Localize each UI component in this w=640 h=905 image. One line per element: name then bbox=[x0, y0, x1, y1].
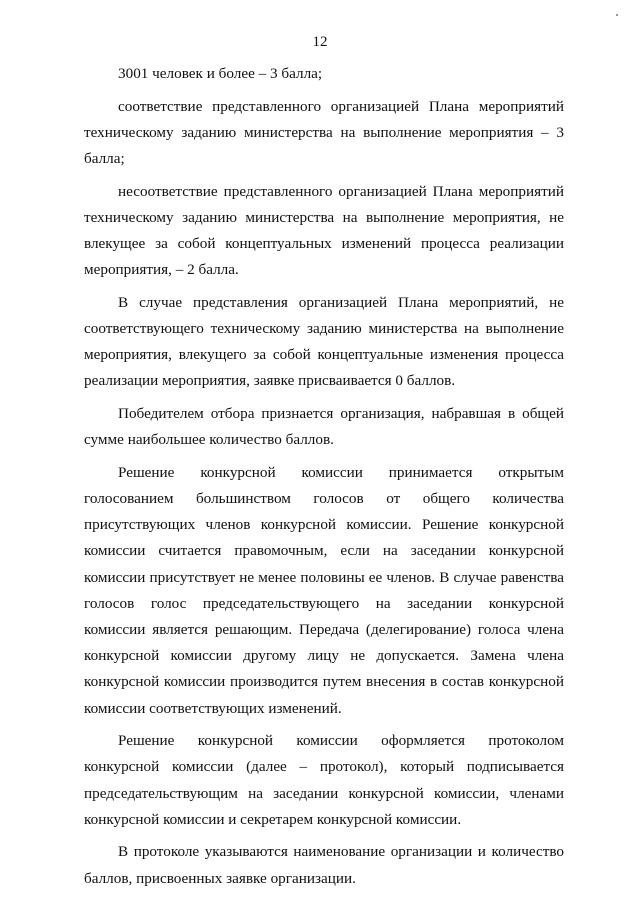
page-number: 12 bbox=[312, 34, 328, 50]
scan-speck bbox=[616, 14, 618, 16]
paragraph-plan-noncompliance: несоответствие представленного организацией Плана мероприятий техническому заданию министерства на выполнение мероприятия, не влекущее за собой концептуальных изменений процесса реализации мероприятия, – 2 балла. bbox=[84, 182, 564, 279]
paragraph-protocol: Решение конкурсной комиссии оформляется протоколом конкурсной комиссии (далее – протокол), который подписывается председательствующим на заседании конкурсной комиссии, членами конкурсной комиссии и секретарем конкурсной комиссии. bbox=[84, 732, 564, 828]
paragraph-protocol-contents: В протоколе указываются наименование организации и количество баллов, присвоенных заявке организации. bbox=[84, 843, 564, 887]
paragraph-winner: Победителем отбора признается организация, набравшая в общей сумме наибольшее количество баллов. bbox=[84, 405, 564, 449]
paragraph-plan-compliance: соответствие представленного организацией Плана мероприятий техническому заданию министерства на выполнение мероприятия – 3 балла; bbox=[84, 97, 564, 167]
body-text bbox=[84, 61, 564, 892]
paragraph-zero-points: В случае представления организацией Плана мероприятий, не соответствующего техническому заданию министерства на выполнение мероприятия, влекущего за собой концептуальные изменения процесса реализации мероприятия, заявке присваивается 0 баллов. bbox=[84, 293, 564, 390]
paragraph-commission-decision: Решение конкурсной комиссии принимается открытым голосованием большинством голосов от общего количества присутствующих членов конкурсной комиссии. Решение конкурсной комиссии считается правомочным, если на заседании конкурсной комиссии присутствует не менее половины ее членов. В случае равенства голосов голос председательствующего на заседании конкурсной комиссии является решающим. Передача (делегирование) голоса члена конкурсной комиссии другому лицу не допускается. Замена члена конкурсной комиссии производится путем внесения в состав конкурсной комиссии соответствующих изменений. bbox=[84, 463, 564, 717]
paragraph-score-3001: 3001 человек и более – 3 балла; bbox=[118, 65, 323, 82]
